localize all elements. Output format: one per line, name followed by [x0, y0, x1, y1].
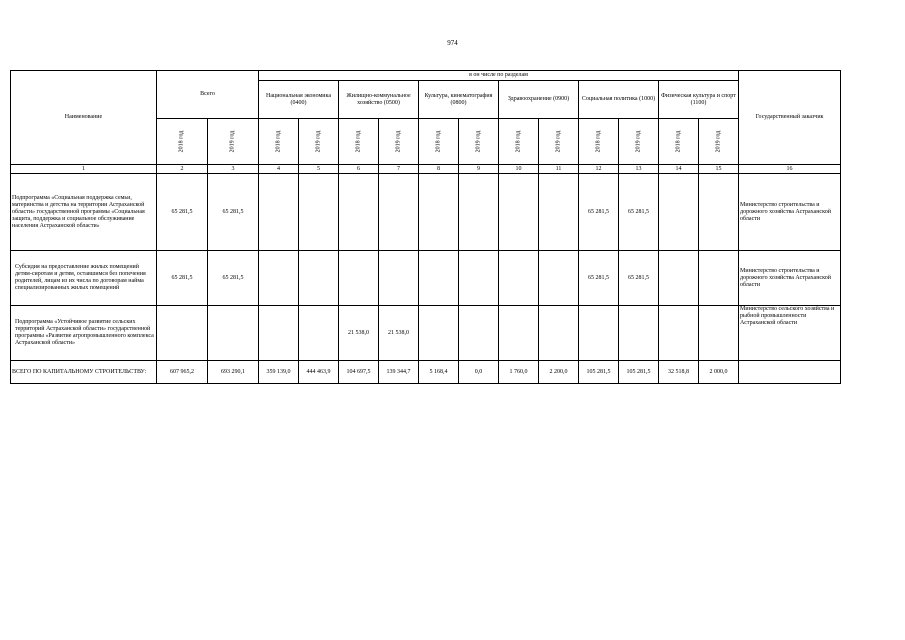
column-number: 7 — [379, 165, 419, 174]
row-customer: Министерство строительства и дорожного хозяйства Астраханской области — [739, 251, 841, 306]
column-number: 15 — [699, 165, 739, 174]
header-customer: Государственный заказчик — [739, 71, 841, 165]
row-value — [539, 174, 579, 251]
row-value: 65 281,5 — [157, 251, 208, 306]
year-header — [157, 119, 208, 165]
column-number: 2 — [157, 165, 208, 174]
row-value — [299, 306, 339, 361]
row-value — [499, 174, 539, 251]
year-header — [419, 119, 459, 165]
header-section: Культура, кинематография (0800) — [419, 81, 499, 119]
page-number: 974 — [447, 39, 458, 47]
column-number: 5 — [299, 165, 339, 174]
row-value — [259, 174, 299, 251]
row-value: 139 344,7 — [379, 361, 419, 384]
row-value: 693 290,1 — [208, 361, 259, 384]
header-sections-group: в он числе по разделам — [259, 71, 739, 81]
header-section: Социальная политика (1000) — [579, 81, 659, 119]
year-label: 2019 год — [394, 130, 401, 153]
row-value: 105 281,5 — [619, 361, 659, 384]
row-value — [419, 251, 459, 306]
header-total: Всего — [157, 71, 259, 119]
column-number: 6 — [339, 165, 379, 174]
row-value — [659, 174, 699, 251]
row-customer — [739, 361, 841, 384]
row-value — [579, 306, 619, 361]
row-value: 359 139,0 — [259, 361, 299, 384]
table-row — [11, 361, 841, 384]
row-value — [259, 251, 299, 306]
column-number: 3 — [208, 165, 259, 174]
row-value — [299, 174, 339, 251]
row-name: ВСЕГО ПО КАПИТАЛЬНОМУ СТРОИТЕЛЬСТВУ: — [11, 361, 157, 384]
row-value: 0,0 — [459, 361, 499, 384]
column-number: 4 — [259, 165, 299, 174]
row-value — [499, 306, 539, 361]
year-header — [379, 119, 419, 165]
year-header — [539, 119, 579, 165]
year-label: 2018 год — [178, 130, 185, 153]
year-label: 2019 год — [474, 130, 481, 153]
year-label: 2018 год — [274, 130, 281, 153]
row-value: 1 760,0 — [499, 361, 539, 384]
row-name: Подпрограмма «Социальная поддержка семьи, материнства и детства на территории Астраханской области» государственной программы «Социальная защита, поддержка и социальное обслуживание населения Астраханской области» — [11, 174, 157, 251]
year-header — [459, 119, 499, 165]
row-value: 65 281,5 — [619, 251, 659, 306]
row-value — [419, 306, 459, 361]
row-value — [459, 174, 499, 251]
year-label: 2019 год — [715, 130, 722, 153]
row-value — [379, 174, 419, 251]
row-value — [419, 174, 459, 251]
row-name: Субсидия на предоставление жилых помещений детям-сиротам и детям, оставшимся без попечения родителей, лицам из их числа по договорам найма специализированных жилых помещений — [11, 251, 157, 306]
header-name: Наименование — [11, 71, 157, 165]
header-section: Жилищно-коммунальное хозяйство (0500) — [339, 81, 419, 119]
column-number: 1 — [11, 165, 157, 174]
row-value: 2 200,0 — [539, 361, 579, 384]
header-section: Здравоохранение (0900) — [499, 81, 579, 119]
year-header — [499, 119, 539, 165]
year-label: 2019 год — [229, 130, 236, 153]
column-number: 14 — [659, 165, 699, 174]
table-row — [11, 174, 841, 251]
year-label: 2019 год — [634, 130, 641, 153]
row-value: 105 281,5 — [579, 361, 619, 384]
column-number: 9 — [459, 165, 499, 174]
row-value — [699, 306, 739, 361]
row-value: 607 965,2 — [157, 361, 208, 384]
column-number: 12 — [579, 165, 619, 174]
year-label: 2018 год — [514, 130, 521, 153]
year-label: 2019 год — [554, 130, 561, 153]
column-number: 10 — [499, 165, 539, 174]
column-number: 16 — [739, 165, 841, 174]
row-value — [539, 306, 579, 361]
year-header — [259, 119, 299, 165]
row-value: 21 538,0 — [339, 306, 379, 361]
row-value — [157, 306, 208, 361]
year-label: 2018 год — [434, 130, 441, 153]
row-customer: Министерство сельского хозяйства и рыбной промышленности Астраханской области — [739, 306, 841, 361]
year-header — [208, 119, 259, 165]
row-value — [659, 306, 699, 361]
row-value: 21 538,0 — [379, 306, 419, 361]
row-value — [208, 306, 259, 361]
row-value — [459, 251, 499, 306]
row-value: 65 281,5 — [208, 251, 259, 306]
year-header — [619, 119, 659, 165]
year-label: 2019 год — [314, 130, 321, 153]
row-value: 65 281,5 — [579, 251, 619, 306]
row-value — [259, 306, 299, 361]
row-value: 104 697,5 — [339, 361, 379, 384]
row-value — [699, 251, 739, 306]
budget-table — [10, 70, 841, 384]
header-section: Национальная экономика (0400) — [259, 81, 339, 119]
row-value: 65 281,5 — [157, 174, 208, 251]
row-value — [499, 251, 539, 306]
column-number: 8 — [419, 165, 459, 174]
row-value — [699, 174, 739, 251]
row-value: 32 518,8 — [659, 361, 699, 384]
column-number: 11 — [539, 165, 579, 174]
row-value — [379, 251, 419, 306]
row-value — [459, 306, 499, 361]
table-row — [11, 251, 841, 306]
row-customer: Министерство строительства и дорожного хозяйства Астраханской области — [739, 174, 841, 251]
year-label: 2018 год — [594, 130, 601, 153]
year-header — [699, 119, 739, 165]
column-number: 13 — [619, 165, 659, 174]
row-value: 65 281,5 — [208, 174, 259, 251]
row-value: 65 281,5 — [579, 174, 619, 251]
row-value: 65 281,5 — [619, 174, 659, 251]
row-value — [339, 251, 379, 306]
year-header — [339, 119, 379, 165]
row-value: 2 000,0 — [699, 361, 739, 384]
year-header — [579, 119, 619, 165]
table-row — [11, 306, 841, 361]
year-header — [659, 119, 699, 165]
row-value — [299, 251, 339, 306]
row-value — [339, 174, 379, 251]
row-name: Подпрограмма «Устойчивое развитие сельских территорий Астраханской области» государственной программы «Развитие агропромышленного комплекса Астраханской области» — [11, 306, 157, 361]
year-label: 2018 год — [674, 130, 681, 153]
row-value — [539, 251, 579, 306]
row-value: 5 168,4 — [419, 361, 459, 384]
row-value — [659, 251, 699, 306]
header-section: Физическая культура и спорт (1100) — [659, 81, 739, 119]
year-label: 2018 год — [354, 130, 361, 153]
row-value: 444 463,9 — [299, 361, 339, 384]
year-header — [299, 119, 339, 165]
row-value — [619, 306, 659, 361]
